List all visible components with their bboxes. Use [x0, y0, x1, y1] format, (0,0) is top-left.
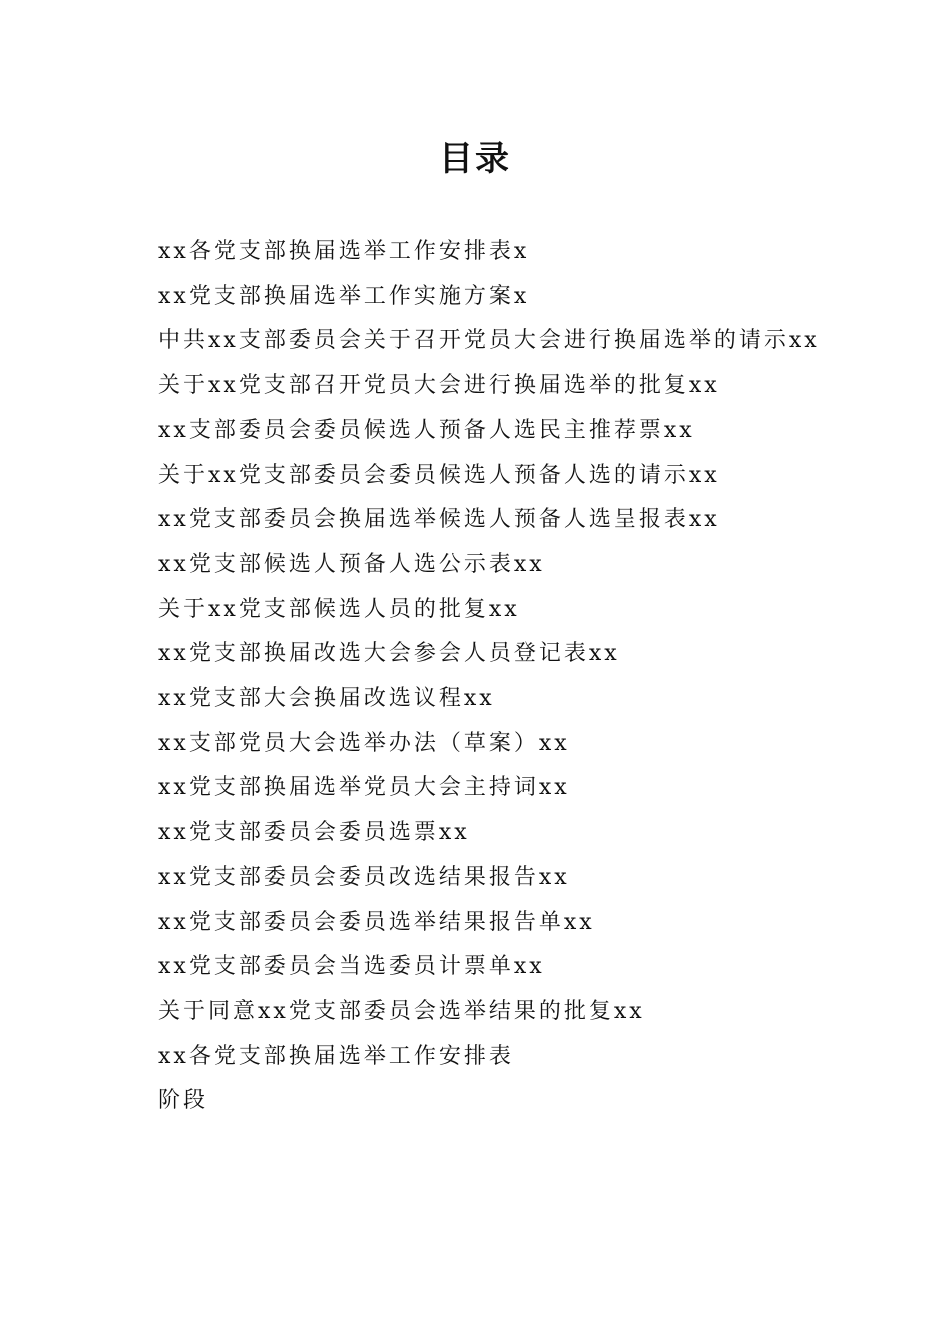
toc-item: xx党支部大会换届改选议程xx: [158, 686, 495, 712]
toc-item: xx支部党员大会选举办法（草案）xx: [158, 730, 570, 756]
toc-item: xx党支部换届改选大会参会人员登记表xx: [158, 641, 620, 667]
toc-item: xx各党支部换届选举工作安排表x: [158, 239, 530, 264]
toc-item: 中共xx支部委员会关于召开党员大会进行换届选举的请示xx: [158, 328, 820, 354]
toc-item: xx支部委员会委员候选人预备人选民主推荐票xx: [158, 417, 695, 443]
toc-item: xx各党支部换届选举工作安排表: [158, 1043, 514, 1069]
toc-item: 关于xx党支部候选人员的批复xx: [158, 596, 520, 622]
toc-item: 关于xx党支部委员会委员候选人预备人选的请示xx: [158, 462, 720, 488]
toc-item: 阶段: [158, 1088, 209, 1114]
toc-item: xx党支部委员会换届选举候选人预备人选呈报表xx: [158, 507, 720, 533]
toc-item: xx党支部委员会委员选举结果报告单xx: [158, 909, 595, 935]
toc-item: xx党支部委员会当选委员计票单xx: [158, 954, 545, 980]
table-of-contents: [118, 230, 830, 1124]
toc-item: xx党支部候选人预备人选公示表xx: [158, 551, 545, 577]
toc-item: xx党支部换届选举工作实施方案x: [158, 283, 530, 309]
toc-item: xx党支部委员会委员改选结果报告xx: [158, 864, 570, 890]
toc-item: xx党支部委员会委员选票xx: [158, 820, 470, 846]
toc-item: 关于同意xx党支部委员会选举结果的批复xx: [158, 998, 645, 1024]
toc-item: 关于xx党支部召开党员大会进行换届选举的批复xx: [158, 373, 720, 399]
toc-item: xx党支部换届选举党员大会主持词xx: [158, 775, 570, 801]
page-title: 目录: [439, 139, 511, 179]
